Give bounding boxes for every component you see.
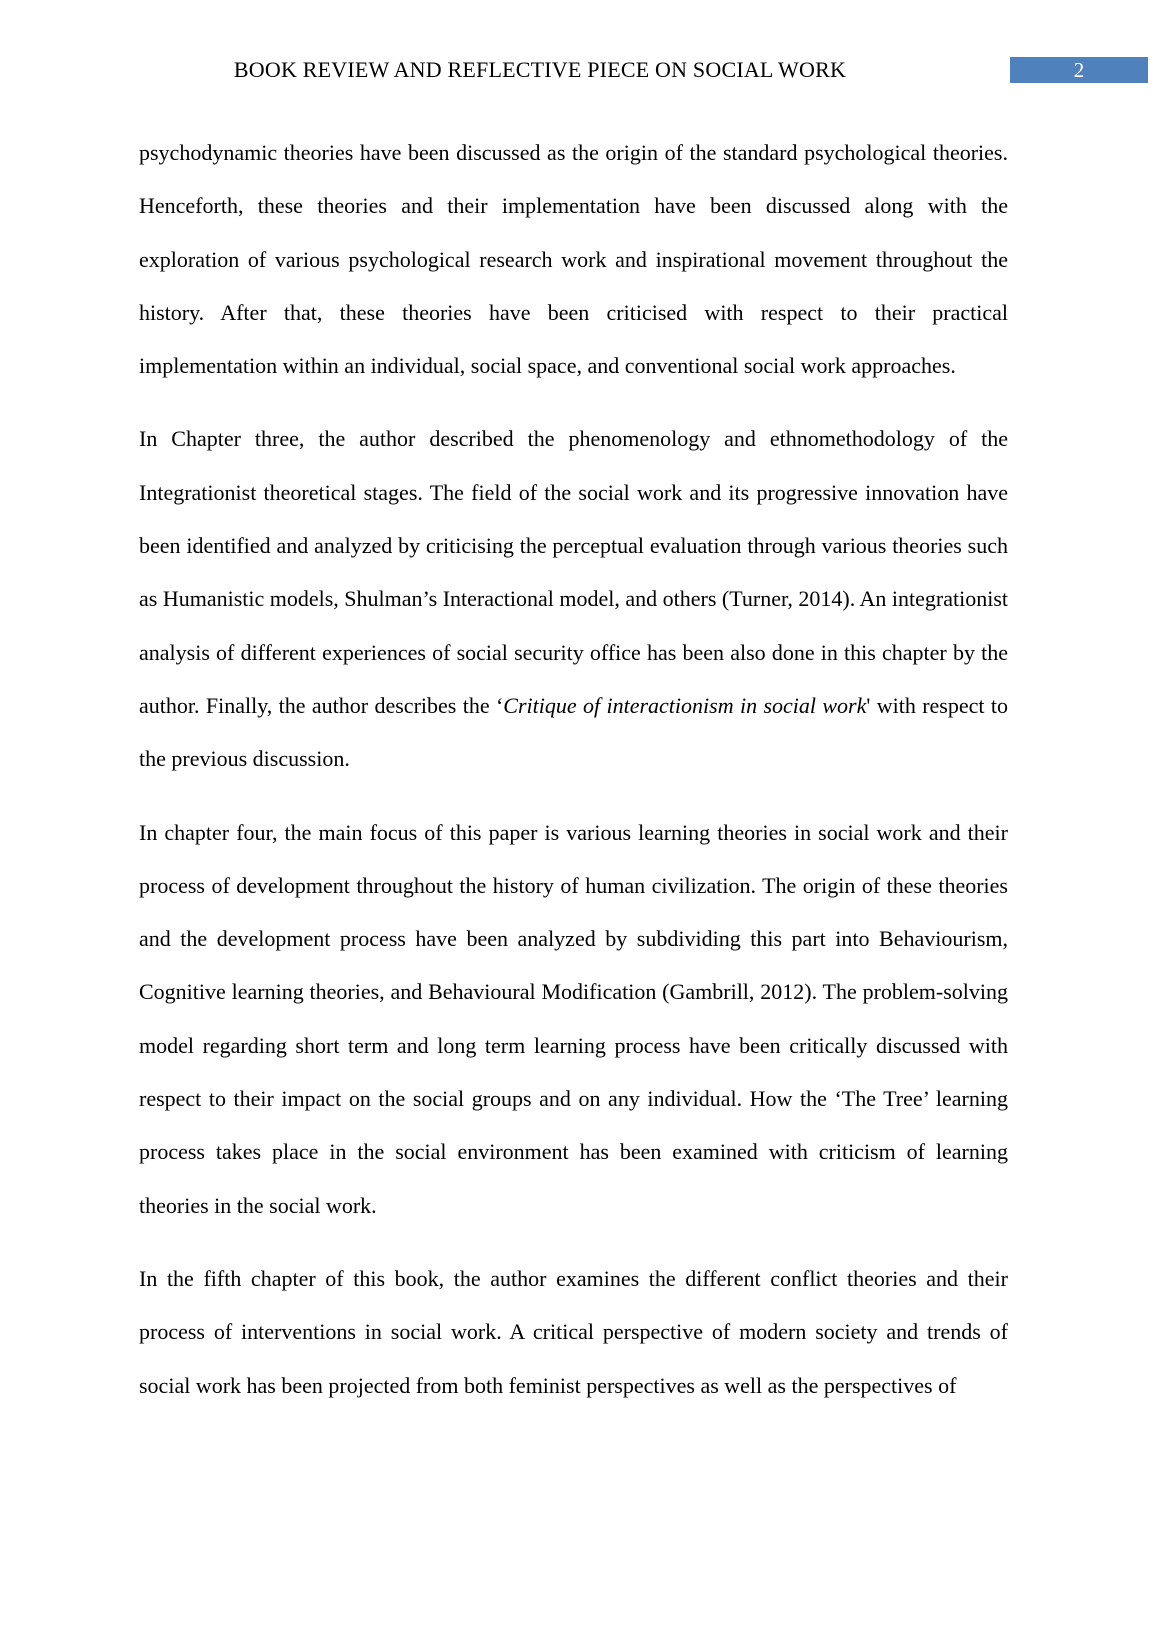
paragraph-2: [139, 412, 1008, 785]
paragraph-2-text-end: ' with respect to the previous discussion.: [139, 692, 1008, 772]
paragraph-3: In chapter four, the main focus of this paper is various learning theories in social work and their process of development throughout the history of human civilization. The origin of these theories and the development process have been analyzed by subdividing this part into Behaviourism, Cognitive learning theories, and Behavioural Modification (Gambrill, 2012). The problem-solving model regarding short term and long term learning process have been critically discussed with respect to their impact on the social groups and on any individual. How the ‘The Tree’ learning process takes place in the social environment has been examined with criticism of learning theories in the social work.: [139, 819, 1008, 1218]
paragraph-4: In the fifth chapter of this book, the author examines the different conflict theories and their process of interventions in social work. A critical perspective of modern society and trends of social work has been projected from both feminist perspectives as well as the perspectives of: [139, 1265, 1008, 1398]
running-header-title: BOOK REVIEW AND REFLECTIVE PIECE ON SOCIAL WORK: [233, 57, 847, 82]
paragraph-2-italic-title: Critique of interactionism in social work: [503, 692, 867, 718]
page-number-badge: 2: [1010, 57, 1148, 83]
paragraph-2-text-start: In Chapter three, the author described the phenomenology and ethnomethodology of the Integrationist theoretical stages. The field of the social work and its progressive innovation have been identified and analyzed by criticising the perceptual evaluation through various theories such as Humanistic models, Shulman’s Interactional model, and others (Turner, 2014). An integrationist analysis of different experiences of social security office has been also done in this chapter by the author. Finally, the author describes the ‘: [139, 426, 1008, 718]
document-body: [139, 126, 1008, 1432]
paragraph-1: psychodynamic theories have been discussed as the origin of the standard psychological theories. Henceforth, these theories and their implementation have been discussed along with the exploration of various psychological research work and inspirational movement throughout the history. After that, these theories have been criticised with respect to their practical implementation within an individual, social space, and conventional social work approaches.: [139, 140, 1008, 379]
